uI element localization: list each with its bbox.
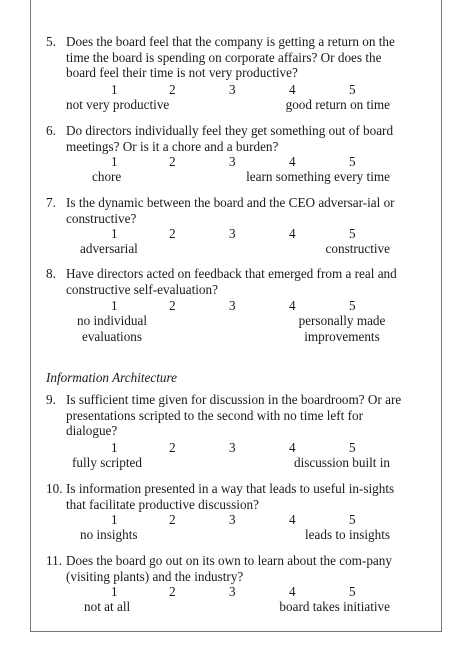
scale-2: 2	[169, 440, 176, 455]
question-number: 11.	[46, 553, 62, 568]
question-text: Is sufficient time given for discussion in the boardroom? Or are presentations scripted to the second with no time left for dialogue?	[66, 392, 402, 438]
rating-scale-10	[0, 512, 410, 528]
scale-4: 4	[289, 298, 296, 313]
scale-high-label: leads to insights	[305, 527, 390, 542]
rating-scale-9	[0, 440, 410, 456]
scale-2: 2	[169, 154, 176, 169]
scale-1: 1	[111, 440, 118, 455]
scale-high-label: discussion built in	[294, 455, 390, 470]
scale-1: 1	[111, 82, 118, 97]
scale-4: 4	[289, 440, 296, 455]
section-title: Information Architecture	[46, 370, 177, 385]
scale-low-label: chore	[92, 169, 122, 184]
question-5	[46, 34, 406, 81]
question-number: 6.	[46, 123, 56, 138]
scale-1: 1	[111, 154, 118, 169]
scale-2: 2	[169, 82, 176, 97]
scale-2: 2	[169, 226, 176, 241]
scale-5: 5	[349, 154, 356, 169]
scale-4: 4	[289, 226, 296, 241]
scale-2: 2	[169, 584, 176, 599]
scale-4: 4	[289, 82, 296, 97]
question-text: Have directors acted on feedback that emerged from a real and constructive self-evaluation?	[66, 266, 397, 297]
question-text: Does the board feel that the company is getting a return on the time the board is spending on corporate affairs? Or does the board feel their time is not very productive?	[66, 34, 395, 80]
scale-low-label: fully scripted	[72, 455, 142, 470]
scale-2: 2	[169, 298, 176, 313]
scale-5: 5	[349, 584, 356, 599]
scale-low-label: not very productive	[66, 97, 170, 112]
scale-3: 3	[229, 298, 236, 313]
rating-scale-6	[0, 154, 410, 170]
scale-3: 3	[229, 440, 236, 455]
question-text: Is the dynamic between the board and the CEO adversar-ial or constructive?	[66, 195, 395, 226]
question-text: Do directors individually feel they get something out of board meetings? Or is it a chore and a burden?	[66, 123, 394, 154]
scale-1: 1	[111, 298, 118, 313]
question-number: 10.	[46, 481, 63, 496]
scale-4: 4	[289, 584, 296, 599]
scale-1: 1	[111, 226, 118, 241]
scale-3: 3	[229, 584, 236, 599]
scale-low-label: no insights	[80, 527, 138, 542]
scale-5: 5	[349, 226, 356, 241]
scale-4: 4	[289, 154, 296, 169]
scale-5: 5	[349, 298, 356, 313]
rating-scale-7	[0, 226, 410, 242]
scale-3: 3	[229, 154, 236, 169]
scale-1: 1	[111, 584, 118, 599]
scale-low-label: no individual evaluations	[77, 313, 147, 344]
scale-2: 2	[169, 512, 176, 527]
scale-high-label: constructive	[325, 241, 390, 256]
scale-high-label: board takes initiative	[279, 599, 390, 614]
question-number: 7.	[46, 195, 56, 210]
question-8	[46, 266, 406, 297]
question-number: 8.	[46, 266, 56, 281]
question-number: 5.	[46, 34, 56, 49]
scale-low-label: not at all	[84, 599, 131, 614]
scale-3: 3	[229, 226, 236, 241]
scale-high-label: good return on time	[285, 97, 390, 112]
rating-scale-8	[0, 298, 410, 314]
rating-scale-5	[0, 82, 410, 98]
question-7	[46, 195, 406, 226]
scale-3: 3	[229, 82, 236, 97]
scale-4: 4	[289, 512, 296, 527]
scale-1: 1	[111, 512, 118, 527]
scale-5: 5	[349, 440, 356, 455]
question-text: Does the board go out on its own to learn about the com-pany (visiting plants) and the industry?	[66, 553, 392, 584]
question-number: 9.	[46, 392, 56, 407]
scale-5: 5	[349, 82, 356, 97]
scale-low-label: adversarial	[80, 241, 138, 256]
question-10	[46, 481, 406, 512]
question-6	[46, 123, 406, 154]
scale-high-label: learn something every time	[246, 169, 390, 184]
question-11	[46, 553, 406, 584]
question-9	[46, 392, 406, 439]
question-text: Is information presented in a way that leads to useful in-sights that facilitate productive discussion?	[66, 481, 395, 512]
scale-high-label: personally made improvements	[298, 313, 386, 344]
rating-scale-11	[0, 584, 410, 600]
scale-3: 3	[229, 512, 236, 527]
scale-5: 5	[349, 512, 356, 527]
